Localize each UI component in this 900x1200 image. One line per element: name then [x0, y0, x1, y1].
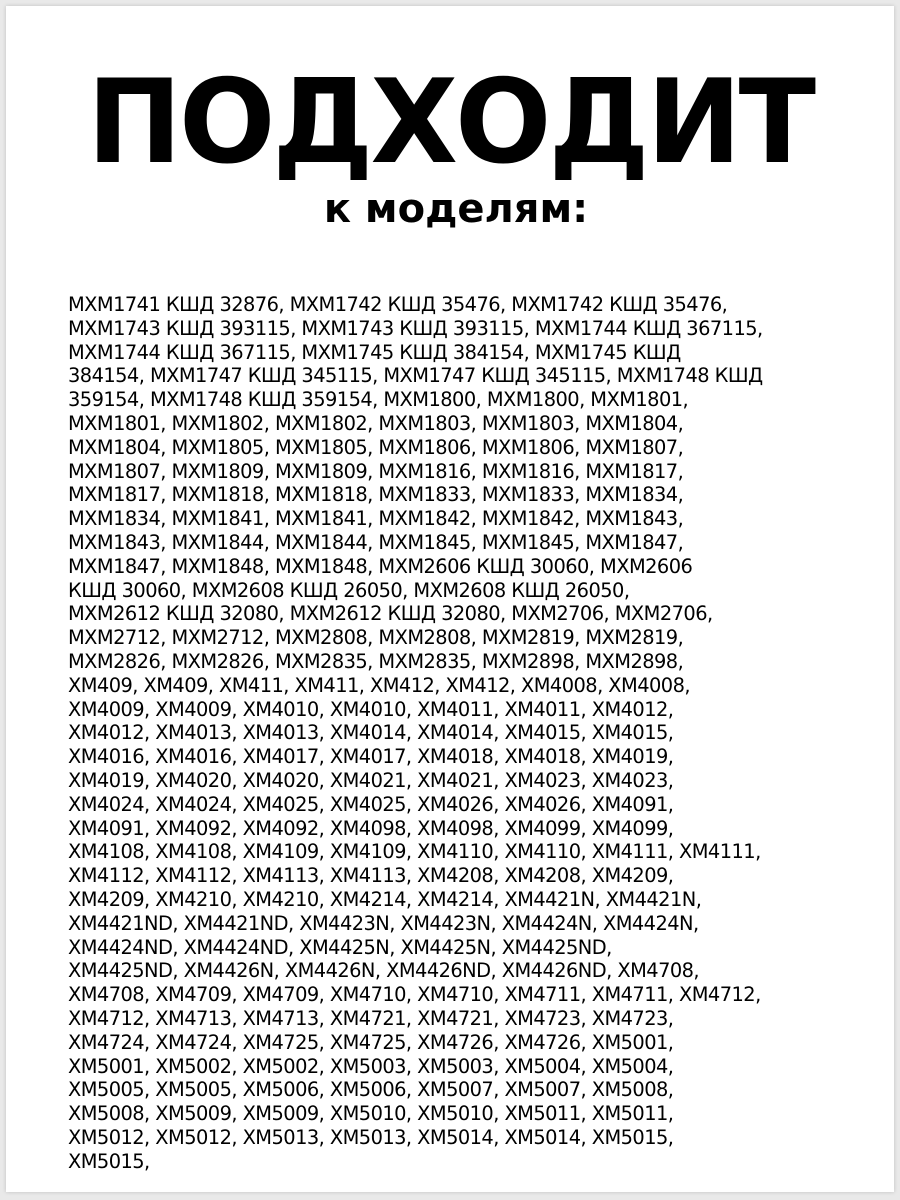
models-line: XM4091, XM4092, XM4092, XM4098, XM4098, XM4099, XM4099,: [68, 816, 674, 840]
models-line: XM4425ND, XM4426N, XM4426N, XM4426ND, XM4426ND, XM4708,: [68, 959, 700, 983]
models-line: XM5008, XM5009, XM5009, XM5010, XM5010, XM5011, XM5011,: [68, 1102, 674, 1126]
models-line: MXM1807, MXM1809, MXM1809, MXM1816, MXM1816, MXM1817,: [68, 459, 684, 483]
models-line: 359154, MXM1748 КШД 359154, MXM1800, MXM1800, MXM1801,: [68, 388, 689, 412]
models-line: 384154, MXM1747 КШД 345115, MXM1747 КШД 345115, MXM1748 КШД: [68, 364, 763, 388]
models-line: КШД 30060, MXM2608 КШД 26050, MXM2608 КШД 26050,: [68, 578, 630, 602]
models-line: XM4724, XM4724, XM4725, XM4725, XM4726, XM4726, XM5001,: [68, 1030, 674, 1054]
models-line: XM5001, XM5002, XM5002, XM5003, XM5003, XM5004, XM5004,: [68, 1054, 674, 1078]
models-line: XM4712, XM4713, XM4713, XM4721, XM4721, XM4723, XM4723,: [68, 1006, 674, 1030]
models-line: XM409, XM409, XM411, XM411, XM412, XM412, XM4008, XM4008,: [68, 673, 690, 697]
models-line: XM4016, XM4016, XM4017, XM4017, XM4018, XM4018, XM4019,: [68, 745, 674, 769]
models-line: XM5012, XM5012, XM5013, XM5013, XM5014, XM5014, XM5015,: [68, 1125, 674, 1149]
models-line: XM4424ND, XM4424ND, XM4425N, XM4425N, XM4425ND,: [68, 935, 612, 959]
models-line: XM5015,: [68, 1149, 150, 1173]
models-line: MXM2712, MXM2712, MXM2808, MXM2808, MXM2819, MXM2819,: [68, 626, 684, 650]
models-line: MXM1817, MXM1818, MXM1818, MXM1833, MXM1833, MXM1834,: [68, 483, 684, 507]
models-line: MXM2612 КШД 32080, MXM2612 КШД 32080, MXM2706, MXM2706,: [68, 602, 713, 626]
models-line: XM4019, XM4020, XM4020, XM4021, XM4021, XM4023, XM4023,: [68, 768, 674, 792]
models-line: XM4012, XM4013, XM4013, XM4014, XM4014, XM4015, XM4015,: [68, 721, 674, 745]
models-line: XM4112, XM4112, XM4113, XM4113, XM4208, XM4208, XM4209,: [68, 864, 674, 888]
models-line: MXM1743 КШД 393115, MXM1743 КШД 393115, MXM1744 КШД 367115,: [68, 316, 763, 340]
models-line: XM4009, XM4009, XM4010, XM4010, XM4011, XM4011, XM4012,: [68, 697, 674, 721]
models-line: XM4209, XM4210, XM4210, XM4214, XM4214, XM4421N, XM4421N,: [68, 887, 702, 911]
models-line: MXM2826, MXM2826, MXM2835, MXM2835, MXM2898, MXM2898,: [68, 649, 684, 673]
models-line: MXM1834, MXM1841, MXM1841, MXM1842, MXM1842, MXM1843,: [68, 507, 684, 531]
models-line: XM5005, XM5005, XM5006, XM5006, XM5007, XM5007, XM5008,: [68, 1078, 674, 1102]
page-subtitle: к моделям:: [323, 186, 589, 232]
page-title: ПОДХОДИТ: [86, 55, 814, 190]
models-line: XM4708, XM4709, XM4709, XM4710, XM4710, XM4711, XM4711, XM4712,: [68, 983, 761, 1007]
models-line: MXM1804, MXM1805, MXM1805, MXM1806, MXM1806, MXM1807,: [68, 435, 684, 459]
models-line: MXM1801, MXM1802, MXM1802, MXM1803, MXM1803, MXM1804,: [68, 411, 684, 435]
models-line: XM4421ND, XM4421ND, XM4423N, XM4423N, XM4424N, XM4424N,: [68, 911, 699, 935]
compatible-models-list: [68, 293, 838, 1173]
models-line: MXM1847, MXM1848, MXM1848, MXM2606 КШД 30060, MXM2606: [68, 554, 693, 578]
models-line: XM4024, XM4024, XM4025, XM4025, XM4026, XM4026, XM4091,: [68, 792, 674, 816]
models-line: MXM1741 КШД 32876, MXM1742 КШД 35476, MXM1742 КШД 35476,: [68, 293, 728, 316]
models-line: MXM1843, MXM1844, MXM1844, MXM1845, MXM1845, MXM1847,: [68, 530, 684, 554]
models-line: MXM1744 КШД 367115, MXM1745 КШД 384154, MXM1745 КШД: [68, 340, 681, 364]
models-line: XM4108, XM4108, XM4109, XM4109, XM4110, XM4110, XM4111, XM4111,: [68, 840, 761, 864]
